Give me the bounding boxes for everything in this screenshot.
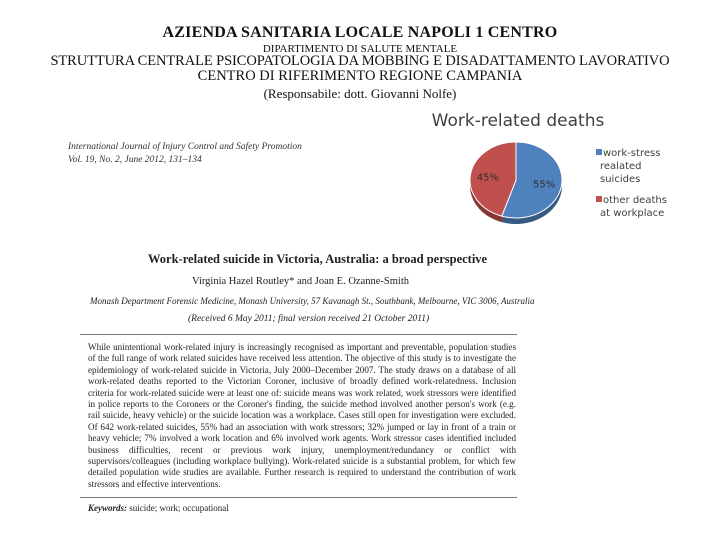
legend-label-1-line-1: work-stress: [603, 148, 661, 159]
article-received: (Received 6 May 2011; final version received 21 October 2011): [188, 314, 430, 324]
legend-label-2-line-2: at workplace: [600, 208, 665, 219]
abstract-bottom-rule: [80, 497, 517, 498]
data-label-2: 45%: [476, 172, 499, 184]
legend-swatch-2: [596, 196, 602, 202]
legend-swatch-1: [596, 149, 602, 155]
department-title: DIPARTIMENTO DI SALUTE MENTALE: [262, 43, 458, 55]
article-affiliation: Monash Department Forensic Medicine, Monash University, 57 Kavanagh St., Southbank, Melbourne, VIC 3006, Australia: [90, 296, 535, 306]
keywords-label: Keywords:: [88, 503, 127, 513]
article-title: Work-related suicide in Victoria, Australia: a broad perspective: [148, 252, 488, 266]
keywords-text: suicide; work; occupational: [129, 503, 229, 513]
abstract-top-rule: [80, 334, 517, 335]
data-label-1: 55%: [533, 179, 556, 191]
journal-name: International Journal of Injury Control and Safety Promotion: [68, 142, 302, 152]
article-authors: Virginia Hazel Routley* and Joan E. Ozanne-Smith: [192, 276, 409, 287]
responsible-line: (Responsabile: dott. Giovanni Nolfe): [263, 86, 457, 101]
journal-volume: Vol. 19, No. 2, June 2012, 131–134: [68, 155, 202, 165]
article-abstract: While unintentional work-related injury is increasingly recognised as important and preventable, population studies of the full range of work related suicides have received less attention. The objective of this study is to investigate the epidemiology of work-related suicide in Victoria, July 2000–December 2007. The study draws on a database of all work-related deaths reported to the Victorian Coroner, inclusive of broadly defined work-relatedness. Inclusion criteria for work-related suicide were at least one of: suicide means was work related, work stressors were identified in police reports to the Coroners or the Coroner's finding, the suicide method involved another person's work (e.g. rail suicide, heavy vehicle) or the suicide location was a workplace. Cases still open for investigation were excluded. Of 642 work-related suicides, 55% had an association with work stressors; 32% jumped or lay in front of a train or heavy vehicle; 7% involved a work location and 6% involved work agents. Work stressor cases identified included business difficulties, recent or previous work injury, unemployment/redundancy or conflict with supervisors/colleagues (including workplace bullying). Work-related suicide is a substantial problem, for which few detailed population wide studies are available. Further research is required to understand the contribution of work stressors and effective interventions.: [88, 342, 516, 489]
chart-title: Work-related deaths: [431, 111, 605, 131]
journal-citation: [68, 141, 302, 167]
org-title: AZIENDA SANITARIA LOCALE NAPOLI 1 CENTRO: [162, 24, 558, 41]
structure-title: STRUTTURA CENTRALE PSICOPATOLOGIA DA MOBBING E DISADATTAMENTO LAVORATIVO: [50, 53, 670, 69]
center-title: CENTRO DI RIFERIMENTO REGIONE CAMPANIA: [197, 68, 523, 84]
legend-label-2-line-1: other deaths: [603, 195, 667, 206]
work-related-deaths-chart: [410, 104, 710, 244]
article-keywords: [88, 503, 229, 513]
legend-label-1-line-3: suicides: [600, 174, 641, 185]
legend-label-1-line-2: realated: [600, 161, 642, 172]
